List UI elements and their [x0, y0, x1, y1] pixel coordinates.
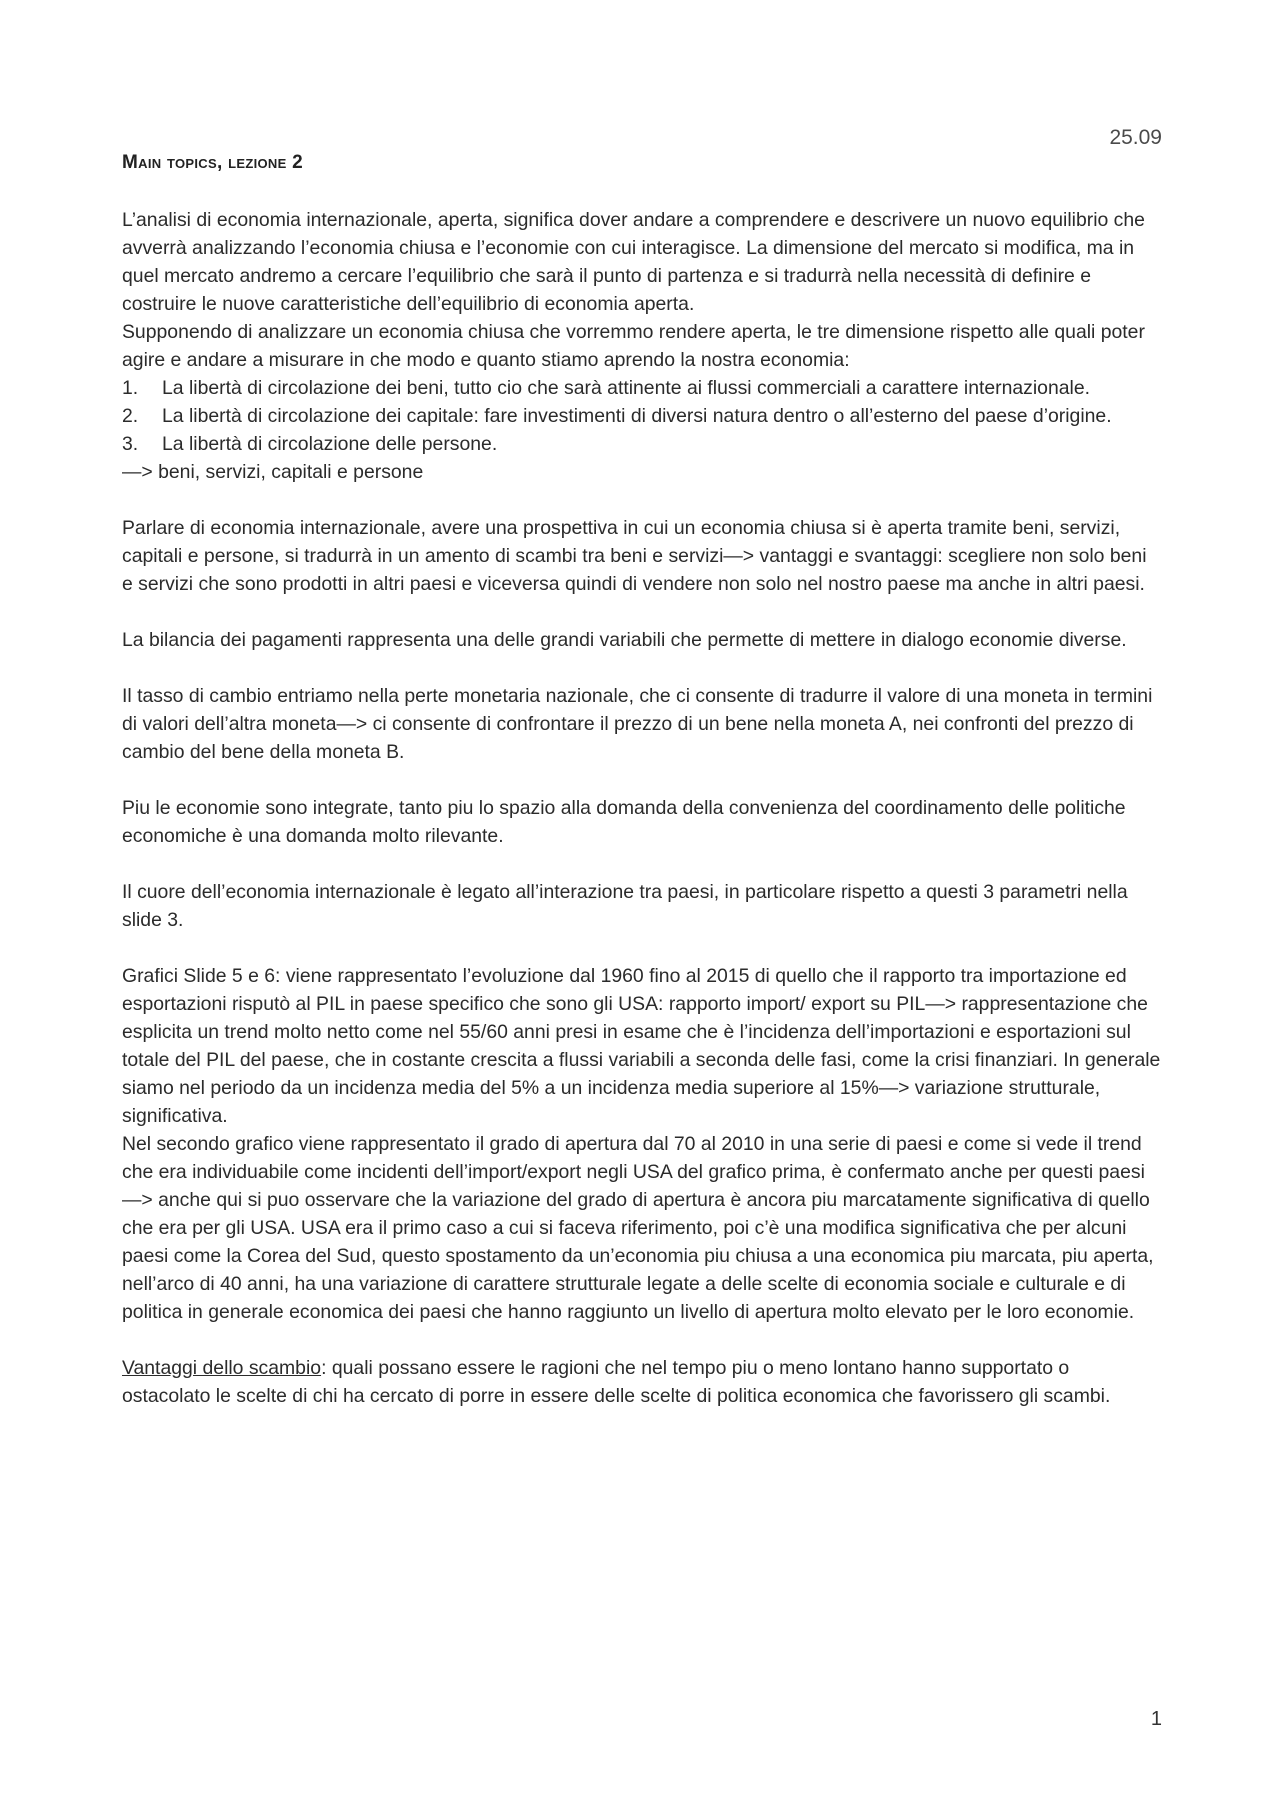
list-item	[122, 374, 1162, 402]
list-item	[122, 402, 1162, 430]
page-title: Main topics, lezione 2	[122, 152, 303, 173]
list-text: La libertà di circolazione dei capitale: fare investimenti di diversi natura dentro o all’esterno del paese d’origine.	[162, 405, 1112, 427]
trade-advantages-heading: Vantaggi dello scambio	[122, 1357, 322, 1379]
list-number: 3.	[122, 433, 139, 455]
paragraph-exchange-rate: Il tasso di cambio entriamo nella perte monetaria nazionale, che ci consente di tradurre il valore di una moneta in termini di valori dell’altra moneta—> ci consente di confrontare il prezzo di un bene nella moneta A, nei confronti del prezzo di cambio del bene della moneta B.	[122, 685, 1153, 763]
paragraph-charts-slide: Grafici Slide 5 e 6: viene rappresentato l’evoluzione dal 1960 fino al 2015 di quello che il rapporto tra importazione ed esportazioni risputò al PIL in paese specifico che sono gli USA: rapporto import/ export su PIL—> rappresentazione che esplicita un trend molto netto come nel 55/60 anni presi in esame che è l’incidenza dell’importazioni e esportazioni sul totale del PIL del paese, che in costante crescita a flussi variabili a seconda delle fasi, come la crisi finanziari. In generale siamo nel periodo da un incidenza media del 5% a un incidenza media superiore al 15%—> variazione strutturale, significativa.	[122, 965, 1161, 1127]
paragraph-trade-advantages	[122, 1354, 1162, 1410]
page-number: 1	[1150, 1708, 1162, 1730]
document-page	[122, 0, 1162, 1811]
freedoms-list	[122, 374, 1162, 458]
list-number: 2.	[122, 405, 139, 427]
arrow-summary-line: —> beni, servizi, capitali e persone	[122, 461, 424, 483]
paragraph-dimensions: Supponendo di analizzare un economia chiusa che vorremmo rendere aperta, le tre dimensione rispetto alle quali poter agire e andare a misurare in che modo e quanto stiamo aprendo la nostra economia:	[122, 321, 1145, 371]
list-text: La libertà di circolazione dei beni, tutto cio che sarà attinente ai flussi commerciali a carattere internazionale.	[162, 377, 1091, 399]
lecture-date: 25.09	[1109, 126, 1162, 149]
document-body	[122, 206, 1162, 1410]
paragraph-balance-of-payments: La bilancia dei pagamenti rappresenta una delle grandi variabili che permette di mettere in dialogo economie diverse.	[122, 629, 1127, 651]
paragraph-integration: Piu le economie sono integrate, tanto piu lo spazio alla domanda della convenienza del coordinamento delle politiche economiche è una domanda molto rilevante.	[122, 797, 1126, 847]
paragraph-second-chart: Nel secondo grafico viene rappresentato il grado di apertura dal 70 al 2010 in una serie di paesi e come si vede il trend che era individuabile come incidenti dell’import/export negli USA del grafico prima, è confermato anche per questi paesi—> anche qui si puo osservare che la variazione del grado di apertura è ancora piu marcatamente significativa di quello che era per gli USA. USA era il primo caso a cui si faceva riferimento, poi c’è una modifica significativa che per alcuni paesi come la Corea del Sud, questo spostamento da un’economia piu chiusa a una economica piu marcata, piu aperta, nell’arco di 40 anni, ha una variazione di carattere strutturale legate a delle scelte di economia sociale e culturale e di politica in generale economica dei paesi che hanno raggiunto un livello di apertura molto elevato per le loro economie.	[122, 1133, 1154, 1323]
paragraph-core: Il cuore dell’economia internazionale è legato all’interazione tra paesi, in particolare rispetto a questi 3 parametri nella slide 3.	[122, 881, 1128, 931]
list-number: 1.	[122, 377, 139, 399]
paragraph-intro: L’analisi di economia internazionale, aperta, significa dover andare a comprendere e descrivere un nuovo equilibrio che avverrà analizzando l’economia chiusa e l’economie con cui interagisce. La dimensione del mercato si modifica, ma in quel mercato andremo a cercare l’equilibrio che sarà il punto di partenza e si tradurrà nella necessità di definire e costruire le nuove caratteristiche dell’equilibrio di economia aperta.	[122, 209, 1145, 315]
list-item	[122, 430, 1162, 458]
trade-advantages-text: : quali possano essere le ragioni che nel tempo piu o meno lontano hanno supportato o ostacolato le scelte di chi ha cercato di porre in essere delle scelte di politica economica che favorissero gli scambi.	[122, 1357, 1111, 1407]
list-text: La libertà di circolazione delle persone.	[162, 433, 498, 455]
paragraph-international-economy: Parlare di economia internazionale, avere una prospettiva in cui un economia chiusa si è aperta tramite beni, servizi, capitali e persone, si tradurrà in un amento di scambi tra beni e servizi—> vantaggi e svantaggi: scegliere non solo beni e servizi che sono prodotti in altri paesi e viceversa quindi di vendere non solo nel nostro paese ma anche in altri paesi.	[122, 517, 1147, 595]
